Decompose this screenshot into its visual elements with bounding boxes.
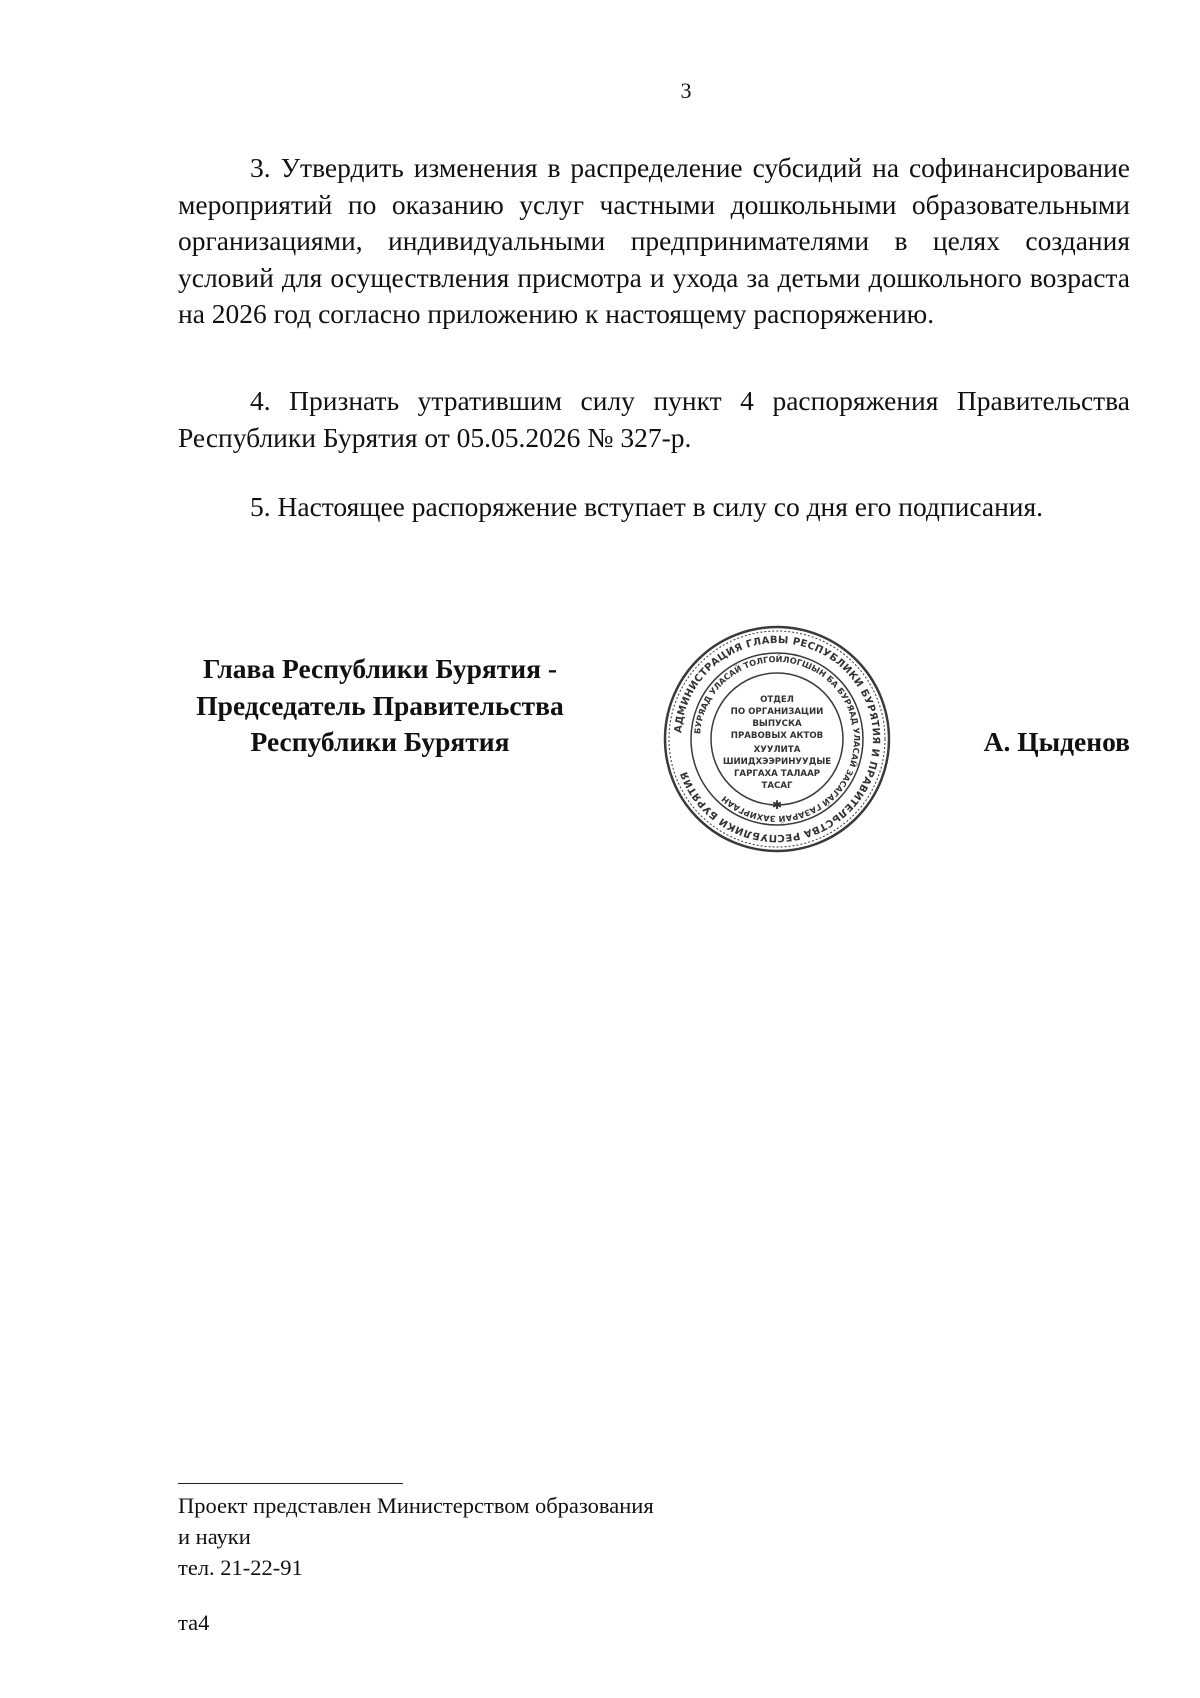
seal-inner-text: БУРЯАД УЛАСАЙ ТОЛГОЙЛОГШЫН БА БУРЯАД УЛАСАЙ ЗАСАГАЙ ГАЗАРАЙ ЗАХИРГААН [692,653,863,825]
seal-center-line-8: ТАСАГ [761,781,793,791]
signatory-title [170,651,590,761]
footer-line-1: Проект представлен Министерством образования [178,1493,654,1518]
paragraph-4: 4. Признать утратившим силу пункт 4 распоряжения Правительства Республики Бурятия от 05.05.2026 № 327-р. [178,385,1130,453]
signatory-name: А. Цыденов [983,726,1130,757]
signatory-title-line-1: Глава Республики Бурятия - [202,653,558,684]
seal-center-line-6: ШИИДХЭЭРИНУУДЫЕ [722,757,832,767]
official-seal-stamp [662,624,892,854]
footer-divider [178,1483,403,1484]
seal-outer-text: АДМИНИСТРАЦИЯ ГЛАВЫ РЕСПУБЛИКИ БУРЯТИЯ И ПРАВИТЕЛЬСТВА РЕСПУБЛИКИ БУРЯТИЯ [673,634,882,844]
seal-center-line-4: ПРАВОВЫХ АКТОВ [730,731,824,741]
paragraph-3: 3. Утвердить изменения в распределение субсидий на софинансирование мероприятий по оказанию услуг частными дошкольными образовательными организациями, индивидуальными предпринимателями в целях создания условий для осуществления присмотра и ухода за детьми дошкольного возраста на 2026 год согласно приложению к настоящему распоряжению. [178,152,1130,329]
seal-center-line-2: ПО ОРГАНИЗАЦИИ [730,707,824,717]
page-number: 3 [680,78,692,103]
document-code: та4 [178,1610,210,1635]
seal-star-icon: ✱ [771,798,783,812]
footer-line-3: тел. 21-22-91 [178,1555,303,1580]
signatory-title-line-3: Республики Бурятия [250,726,510,757]
footer-line-2: и науки [178,1524,251,1549]
seal-center-line-5: ХУУЛИТА [753,745,801,755]
signatory-title-line-2: Председатель Правительства [196,689,564,721]
footer-note [178,1490,654,1583]
seal-center-line-1: ОТДЕЛ [760,695,794,705]
seal-center-line-7: ГАРГАХА ТАЛААР [733,769,821,779]
paragraph-5: 5. Настоящее распоряжение вступает в силу со дня его подписания. [250,491,1044,522]
seal-center-line-3: ВЫПУСКА [752,719,802,729]
